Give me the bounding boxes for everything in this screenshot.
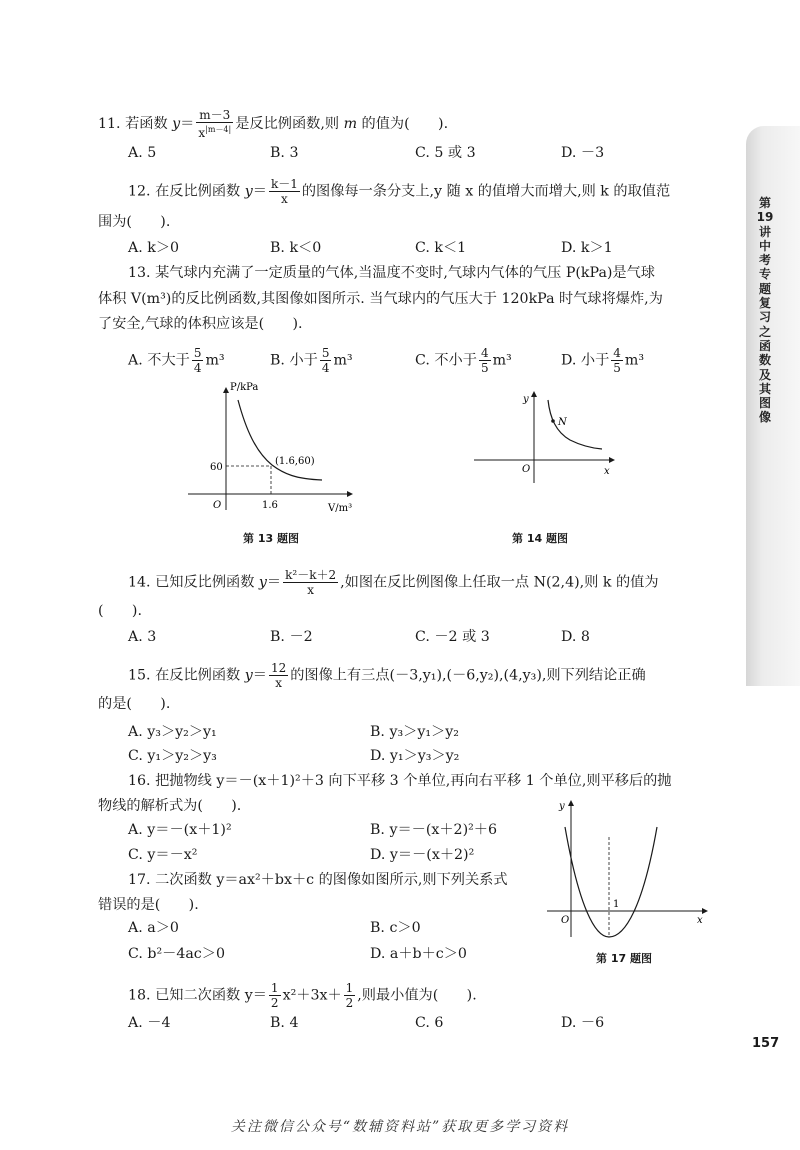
figure-13 — [180, 380, 360, 520]
q13-c-den: 5 — [480, 361, 489, 375]
q12-rest: 的图像每一条分支上,y 随 x 的值增大而增大,则 k 的取值范 — [301, 183, 671, 200]
q13-a-den: 4 — [193, 361, 202, 375]
q15-line2: 的是( ). — [98, 696, 171, 712]
q13-d-pre: D. 小于 — [561, 352, 610, 369]
q13-b-num: 5 — [321, 346, 330, 360]
q14-frac-den: x — [307, 583, 315, 597]
chapter-title: 第19讲 中考专题复习之函数及其图像 — [756, 196, 774, 425]
q14-frac-num: k²－k＋2 — [285, 568, 337, 582]
q11-lead: 11. 若函数 — [98, 116, 173, 132]
q14-option-b: B. －2 — [270, 629, 313, 645]
q13-d-unit: m³ — [624, 352, 645, 369]
q13-c-unit: m³ — [492, 352, 512, 369]
q13-option-b — [270, 346, 353, 375]
q11-frac-den: x — [198, 126, 206, 140]
q13-c-num: 4 — [480, 346, 489, 360]
fig14-x-label: x — [604, 466, 610, 477]
q12-line2: 围为( ). — [98, 214, 171, 230]
q17-option-c: C. b²－4ac＞0 — [128, 946, 225, 962]
q16-option-a: A. y＝－(x＋1)² — [128, 822, 232, 838]
q11-frac-num: m－3 — [196, 108, 233, 123]
fig17-tick: 1 — [613, 899, 620, 910]
q14-option-a: A. 3 — [128, 629, 157, 645]
q15-rest: 的图像上有三点(－3,y₁),(－6,y₂),(4,y₃),则下列结论正确 — [290, 667, 646, 684]
q15-option-b: B. y₃＞y₁＞y₂ — [370, 724, 459, 740]
q12-option-b: B. k＜0 — [270, 240, 322, 256]
q13-b-unit: m³ — [333, 352, 353, 369]
fig13-curve — [238, 400, 322, 480]
q13-option-c — [415, 346, 512, 375]
q13-line2: 体积 V(m³)的反比例函数,其图像如图所示. 当气球内的气压大于 120kPa 时气球将爆炸,为 — [98, 291, 663, 307]
fig17-origin: O — [561, 915, 570, 926]
q12-fraction — [269, 177, 300, 206]
q11-fraction — [196, 108, 233, 140]
fig13-x-tick: 1.6 — [262, 500, 278, 511]
q15-option-a: A. y₃＞y₂＞y₁ — [128, 724, 217, 740]
q18-lead: 18. 已知二次函数 y＝ — [128, 987, 267, 1004]
q11-option-c: C. 5 或 3 — [415, 145, 476, 161]
q11-option-b: B. 3 — [270, 145, 299, 161]
q13-d-den: 5 — [613, 361, 621, 375]
q13-a-unit: m³ — [205, 352, 225, 369]
q18-f2-num: 1 — [345, 981, 354, 995]
q14-rest: ,如图在反比例图像上任取一点 N(2,4),则 k 的值为 — [340, 574, 659, 591]
q11-option-a: A. 5 — [128, 145, 157, 161]
fig14-curve — [548, 400, 602, 449]
q14-stem: 14. 已知反比例函数 y＝ $\frac{\text{k²－k＋2}}{x}$ ,如图在反比例图像上任取一点 N(2,4),则 k 的值为 — [128, 568, 659, 597]
fig13-y-tick: 60 — [210, 462, 223, 473]
q16-option-c: C. y＝－x² — [128, 847, 198, 863]
q15-stem: 15. 在反比例函数 y＝ $\frac{12}{x}$ 的图像上有三点(－3,y₁),(－6,y₂),(4,y₃),则下列结论正确 — [128, 661, 646, 690]
fig13-x-label: V/m³ — [328, 503, 353, 514]
q16-line1: 16. 把抛物线 y＝－(x＋1)²＋3 向下平移 3 个单位,再向右平移 1 个单位,则平移后的抛 — [128, 773, 672, 789]
q15-option-c: C. y₁＞y₂＞y₃ — [128, 748, 217, 764]
q13-line1: 13. 某气球内充满了一定质量的气体,当温度不变时,气球内气体的气压 P(kPa)是气球 — [128, 265, 655, 281]
q12-lead: 12. 在反比例函数 — [128, 183, 245, 200]
q16-option-d: D. y＝－(x＋2)² — [370, 847, 475, 863]
q17-line2: 错误的是( ). — [98, 897, 199, 913]
fig17-x-label: x — [697, 915, 703, 926]
page-number: 157 — [752, 1036, 780, 1051]
fig17-caption: 第 17 题图 — [596, 952, 652, 965]
q13-a-num: 5 — [193, 346, 202, 360]
q17-option-a: A. a＞0 — [128, 920, 179, 936]
q17-option-b: B. c＞0 — [370, 920, 421, 936]
q18-option-c: C. 6 — [415, 1015, 444, 1031]
q18-f2-den: 2 — [345, 996, 354, 1010]
q14-line2: ( ). — [98, 603, 142, 619]
fig17-y-label: y — [559, 801, 565, 812]
q15-lead: 15. 在反比例函数 — [128, 667, 245, 684]
q11-stem: 11. 若函数 y＝ $\frac{m-3}{x^{|m-4|}}$ 是反比例函数,则 m 的值为( ). — [98, 108, 449, 140]
q18-option-b: B. 4 — [270, 1015, 299, 1031]
q18-mid: x²＋3x＋ — [282, 987, 342, 1004]
figure-14 — [470, 388, 620, 488]
q13-option-d — [561, 346, 644, 375]
figure-17 — [545, 797, 715, 947]
q13-b-den: 4 — [321, 361, 330, 375]
q18-option-d: D. －6 — [561, 1015, 605, 1031]
q16-option-b: B. y＝－(x＋2)²＋6 — [370, 822, 498, 838]
q13-b-pre: B. 小于 — [270, 352, 318, 369]
q18-tail: ,则最小值为( ). — [357, 987, 477, 1004]
q17-line1: 17. 二次函数 y＝ax²＋bx＋c 的图像如图所示,则下列关系式 — [128, 872, 508, 888]
q12-frac-num: k－1 — [270, 177, 298, 191]
q11-option-d: D. －3 — [561, 145, 605, 161]
q17-option-d: D. a＋b＋c＞0 — [370, 946, 467, 962]
q18-f1-num: 1 — [270, 981, 279, 995]
q12-stem: 12. 在反比例函数 y＝ $\frac{k-1}{x}$ 的图像每一条分支上,y 随 x 的值增大而增大,则 k 的取值范 — [128, 177, 671, 206]
fig14-point-n — [551, 419, 555, 423]
q18-option-a: A. －4 — [128, 1015, 171, 1031]
fig17-parabola — [565, 827, 657, 937]
q15-frac-num: 12 — [270, 661, 287, 675]
q13-option-a — [128, 346, 225, 375]
fig13-y-label: P/kPa — [230, 382, 259, 393]
q13-a-pre: A. 不大于 — [128, 352, 190, 369]
q14-lead: 14. 已知反比例函数 — [128, 574, 259, 591]
q15-frac-den: x — [275, 676, 282, 690]
q14-option-d: D. 8 — [561, 629, 590, 645]
q11-tail: 的值为( ). — [357, 116, 449, 132]
q14-option-c: C. －2 或 3 — [415, 629, 490, 645]
fig13-caption: 第 13 题图 — [243, 532, 299, 545]
q11-frac-exp: |m－4| — [205, 125, 232, 134]
q12-option-c: C. k＜1 — [415, 240, 467, 256]
q18-f1-den: 2 — [270, 996, 279, 1010]
q11-rest: 是反比例函数,则 — [235, 116, 344, 132]
fig14-origin: O — [522, 464, 531, 475]
fig14-caption: 第 14 题图 — [512, 532, 568, 545]
fig13-point-label: (1.6,60) — [275, 456, 315, 467]
fig14-y-label: y — [523, 394, 529, 405]
fig13-origin: O — [213, 500, 222, 511]
q18-stem — [128, 981, 477, 1010]
q12-option-d: D. k＞1 — [561, 240, 613, 256]
q11-var: m — [343, 116, 358, 132]
q15-option-d: D. y₁＞y₃＞y₂ — [370, 748, 460, 764]
q16-line2: 物线的解析式为( ). — [98, 798, 242, 814]
q12-option-a: A. k＞0 — [128, 240, 180, 256]
q13-line3: 了安全,气球的体积应该是( ). — [98, 316, 303, 332]
fig14-point-label: N — [558, 417, 567, 428]
q12-frac-den: x — [281, 192, 288, 206]
q13-c-pre: C. 不小于 — [415, 352, 477, 369]
footer-note: 关注微信公众号“数辅资料站”获取更多学习资料 — [230, 1119, 570, 1135]
q13-d-num: 4 — [613, 346, 621, 360]
